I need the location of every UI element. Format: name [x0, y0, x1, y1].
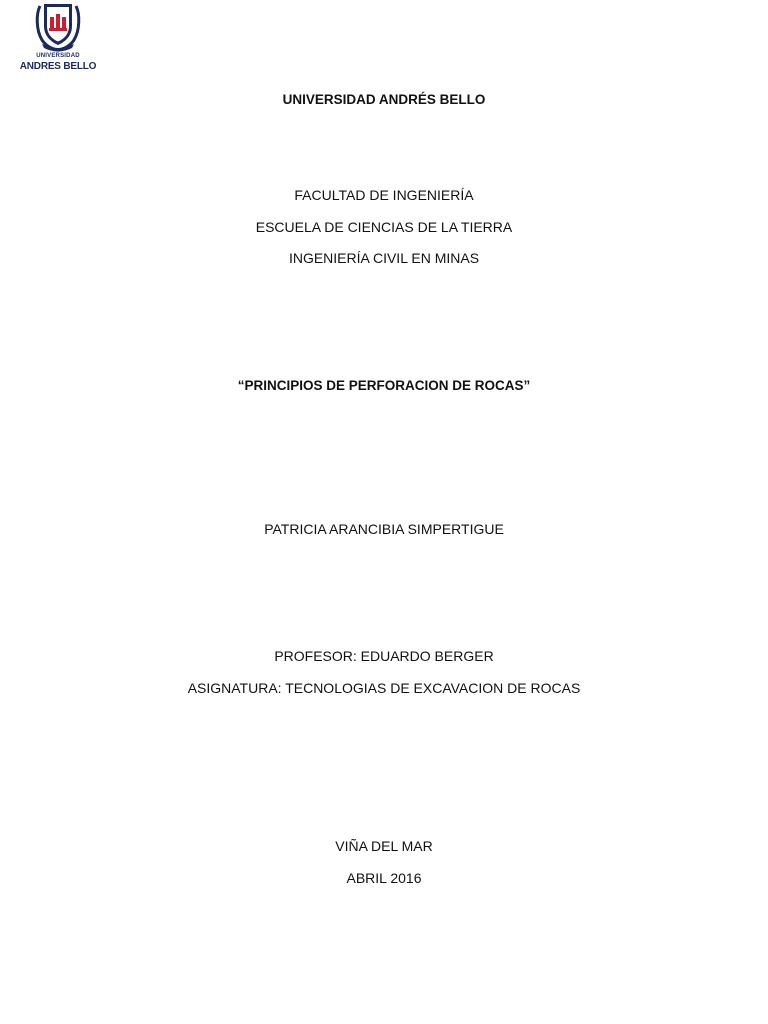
subject-line: ASIGNATURA: TECNOLOGIAS DE EXCAVACION DE ROCAS — [187, 680, 581, 696]
author-name: PATRICIA ARANCIBIA SIMPERTIGUE — [264, 521, 504, 537]
school-name: ESCUELA DE CIENCIAS DE LA TIERRA — [255, 219, 513, 235]
document-title: “PRINCIPIOS DE PERFORACION DE ROCAS” — [237, 378, 531, 393]
university-crest-icon — [18, 0, 98, 54]
professor-line: PROFESOR: EDUARDO BERGER — [274, 648, 494, 664]
city-line: VIÑA DEL MAR — [335, 838, 433, 854]
program-name: INGENIERÍA CIVIL EN MINAS — [288, 250, 480, 266]
faculty-name: FACULTAD DE INGENIERÍA — [294, 187, 474, 203]
university-logo — [18, 0, 98, 74]
logo-text-university: UNIVERSIDAD — [36, 53, 80, 59]
date-line: ABRIL 2016 — [346, 870, 422, 886]
logo-text-andres-bello: ANDRES BELLO — [19, 61, 97, 72]
university-name: UNIVERSIDAD ANDRÉS BELLO — [282, 92, 486, 107]
